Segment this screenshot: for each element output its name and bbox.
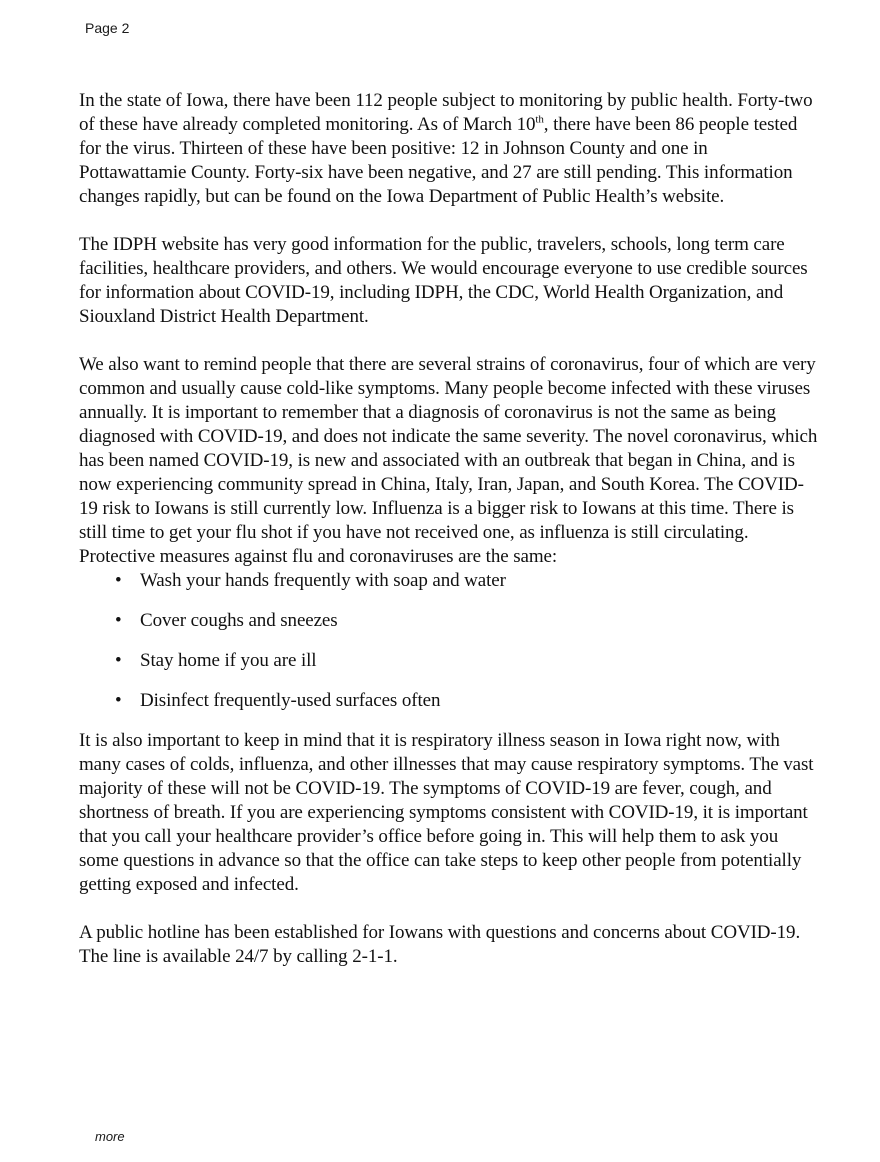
- bullet-icon: •: [115, 570, 122, 591]
- list-item-text: Cover coughs and sneezes: [140, 610, 338, 631]
- paragraph-iowa-monitoring-part1: In the state of Iowa, there have been 112 people subject to monitoring by public health. Forty-two of these have already completed monitoring. As of March 10: [79, 90, 813, 135]
- paragraph-public-hotline: A public hotline has been established for Iowans with questions and concerns about COVID-19. The line is available 24/7 by calling 2-1-1.: [79, 922, 801, 967]
- page-number-label: Page 2: [85, 20, 130, 36]
- ordinal-superscript: th: [535, 113, 544, 126]
- bullet-icon: •: [115, 690, 122, 711]
- list-item: [79, 569, 819, 593]
- paragraph-respiratory-season: It is also important to keep in mind that it is respiratory illness season in Iowa right now, with many cases of colds, influenza, and other illnesses that may cause respiratory symptoms. The vast majority of these will not be COVID-19. The symptoms of COVID-19 are fever, cough, and shortness of breath. If you are experiencing symptoms consistent with COVID-19, it is important that you call your healthcare provider’s office before going in. This will help them to ask you some questions in advance so that the office can take steps to keep other people from potentially getting exposed and infected.: [79, 730, 814, 895]
- list-item: [79, 689, 819, 713]
- paragraph-iowa-monitoring: [79, 89, 819, 209]
- continued-indicator: more: [95, 1129, 125, 1144]
- list-item-text: Disinfect frequently-used surfaces often: [140, 690, 441, 711]
- document-body: [79, 89, 819, 993]
- protective-measures-list: [79, 569, 819, 713]
- bullet-icon: •: [115, 650, 122, 671]
- list-item: [79, 609, 819, 633]
- list-item-text: Stay home if you are ill: [140, 650, 317, 671]
- list-item: [79, 649, 819, 673]
- bullet-icon: •: [115, 610, 122, 631]
- paragraph-coronavirus-strains: We also want to remind people that there are several strains of coronavirus, four of which are very common and usually cause cold-like symptoms. Many people become infected with these viruses annually. It is important to remember that a diagnosis of coronavirus is not the same as being diagnosed with COVID-19, and does not indicate the same severity. The novel coronavirus, which has been named COVID-19, is new and associated with an outbreak that began in China, and is now experiencing community spread in China, Italy, Iran, Japan, and South Korea. The COVID-19 risk to Iowans is still currently low. Influenza is a bigger risk to Iowans at this time. There is still time to get your flu shot if you have not received one, as influenza is still circulating. Protective measures against flu and coronaviruses are the same:: [79, 354, 818, 567]
- list-item-text: Wash your hands frequently with soap and water: [140, 570, 506, 591]
- paragraph-iowa-monitoring-part2: , there have been 86 people tested for the virus. Thirteen of these have been positive: 12 in Johnson County and one in Pottawattamie County. Forty-six have been negative, and 27 are still pending. This information changes rapidly, but can be found on the Iowa Department of Public Health’s website.: [79, 114, 798, 207]
- paragraph-idph-website: The IDPH website has very good information for the public, travelers, schools, long term care facilities, healthcare providers, and others. We would encourage everyone to use credible sources for information about COVID-19, including IDPH, the CDC, World Health Organization, and Siouxland District Health Department.: [79, 234, 808, 327]
